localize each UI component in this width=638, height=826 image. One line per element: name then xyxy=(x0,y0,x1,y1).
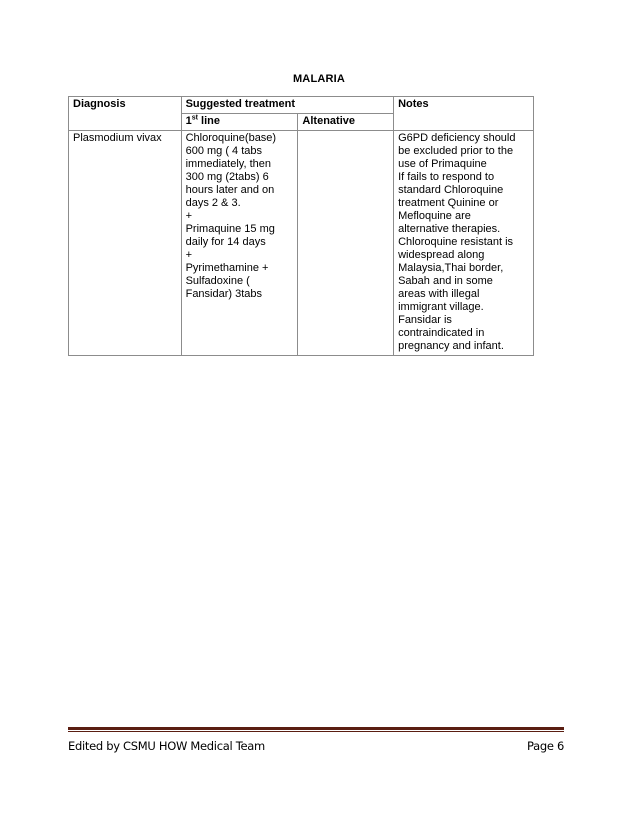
header-suggested-treatment: Suggested treatment xyxy=(181,97,394,114)
footer-divider-thin xyxy=(68,731,564,732)
first-line-text: + xyxy=(185,249,193,261)
header-first-line: 1st line xyxy=(181,114,298,131)
footer-credit: Edited by CSMU HOW Medical Team xyxy=(68,739,265,753)
cell-alternative xyxy=(298,131,394,356)
first-line-text: days 2 & 3. xyxy=(185,197,241,209)
notes-text: treatment Quinine or xyxy=(398,197,499,209)
first-line-text: + xyxy=(185,210,193,222)
notes-text: use of Primaquine xyxy=(398,158,487,170)
footer-divider xyxy=(68,727,564,730)
notes-text: Fansidar is xyxy=(398,314,452,326)
table-header-row xyxy=(69,97,534,114)
table-row xyxy=(69,131,534,356)
header-diagnosis: Diagnosis xyxy=(69,97,182,131)
cell-notes xyxy=(394,131,534,356)
notes-text: contraindicated in xyxy=(398,327,485,339)
first-line-text: Sulfadoxine ( xyxy=(185,275,250,287)
first-line-text: Pyrimethamine + xyxy=(185,262,269,274)
notes-text: standard Chloroquine xyxy=(398,184,504,196)
notes-text: Sabah and in some xyxy=(398,275,493,287)
notes-text: pregnancy and infant. xyxy=(398,340,504,352)
page-title: MALARIA xyxy=(292,73,346,85)
first-line-text: 600 mg ( 4 tabs xyxy=(185,145,263,157)
notes-text: Mefloquine are xyxy=(398,210,471,222)
notes-text: Malaysia,Thai border, xyxy=(398,262,504,274)
notes-text: immigrant village. xyxy=(398,301,484,313)
notes-text: widespread along xyxy=(398,249,485,261)
first-line-text: Chloroquine(base) xyxy=(185,132,277,144)
first-line-text: Primaquine 15 mg xyxy=(185,223,275,235)
cell-diagnosis: Plasmodium vivax xyxy=(69,131,182,356)
notes-text: G6PD deficiency should xyxy=(398,132,516,144)
notes-text: alternative therapies. xyxy=(398,223,501,235)
notes-text: areas with illegal xyxy=(398,288,480,300)
treatment-table xyxy=(68,96,534,356)
page-number: Page 6 xyxy=(526,739,564,753)
header-notes: Notes xyxy=(394,97,534,131)
first-line-text: immediately, then xyxy=(185,158,271,170)
first-line-text: 300 mg (2tabs) 6 xyxy=(185,171,269,183)
cell-first-line xyxy=(181,131,298,356)
first-line-text: daily for 14 days xyxy=(185,236,266,248)
first-line-text: Fansidar) 3tabs xyxy=(185,288,263,300)
notes-text: If fails to respond to xyxy=(398,171,495,183)
header-alternative: Altenative xyxy=(298,114,394,131)
first-line-text: hours later and on xyxy=(185,184,275,196)
notes-text: be excluded prior to the xyxy=(398,145,514,157)
notes-text: Chloroquine resistant is xyxy=(398,236,514,248)
